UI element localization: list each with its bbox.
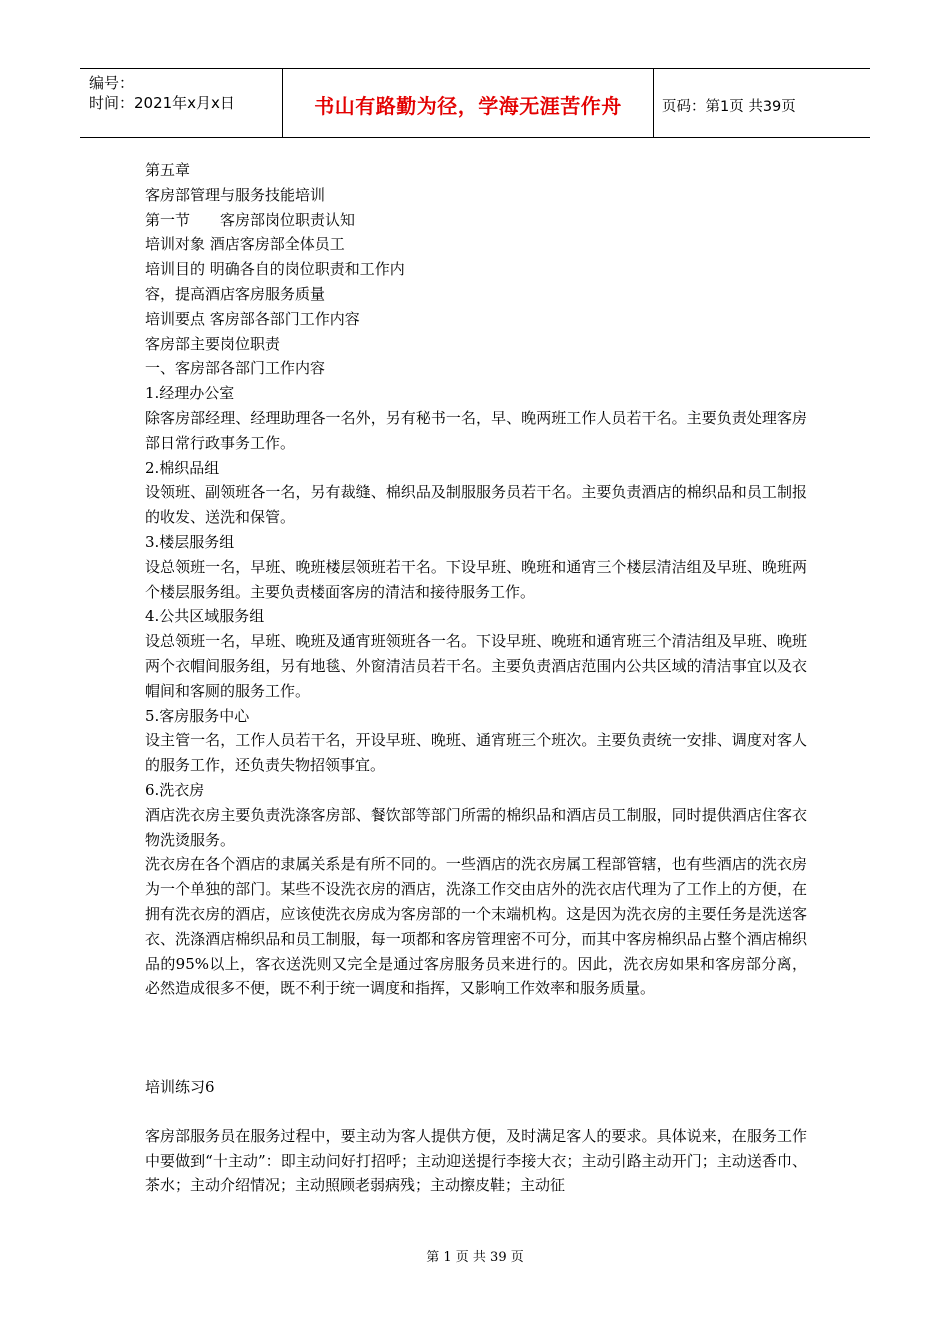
heading-department-work: 一、客房部各部门工作内容 [145,359,326,378]
paragraph-laundry-affiliation: 洗衣房在各个酒店的隶属关系是有所不同的。一些酒店的洗衣房属工程部管辖，也有些酒店的洗衣房为一个单独的部门。某些不设洗衣房的酒店，洗涤工作交由店外的洗衣店代理为了工作上的方便，在拥有洗衣房的酒店，应该使洗衣房成为客房部的一个末端机构。这是因为洗衣房的主要任务是洗送客衣、洗涤酒店棉织品和员工制服，每一项都和客房管理密不可分，而其中客房棉织品占整个酒店棉织品的95%以上，客衣送洗则又完全是通过客房服务员来进行的。因此，洗衣房如果和客房部分离，必然造成很多不便，既不利于统一调度和指挥，又影响工作效率和服务质量。 [145,855,807,998]
heading-floor-service: 3.楼层服务组 [145,532,235,551]
heading-public-area: 4.公共区域服务组 [145,607,265,626]
heading-service-center: 5.客房服务中心 [145,706,250,725]
training-purpose-continued: 容，提高酒店客房服务质量 [145,284,326,303]
header-page-info: 页码：第1页 共39页 [662,98,796,115]
header-motto: 书山有路勤为径，学海无涯苦作舟 [314,94,622,118]
training-purpose: 培训目的 明确各自的岗位职责和工作内 [145,260,405,279]
page-footer: 第 1 页 共 39 页 [426,1250,524,1265]
training-target: 培训对象 酒店客房部全体员工 [145,235,345,254]
heading-linen-group: 2.棉织品组 [145,458,220,477]
document-body [145,158,807,1198]
chapter-title: 第五章 [145,161,191,179]
paragraph-linen-group: 设领班、副领班各一名，另有裁缝、棉织品及制服服务员若干名。主要负责酒店的棉织品和员工制报的收发、送洗和保管。 [145,483,807,527]
spacer [145,1001,807,1075]
heading-laundry: 6.洗衣房 [145,780,205,799]
document-number-label: 编号： [89,74,135,92]
heading-main-duties: 客房部主要岗位职责 [145,334,281,353]
header-motto-cell [282,69,654,137]
paragraph-laundry: 酒店洗衣房主要负责洗涤客房部、餐饮部等部门所需的棉织品和酒店员工制服，同时提供酒店住客衣物洗烫服务。 [145,805,807,849]
document-date-label: 时间：2021年x月x日 [89,94,235,112]
section-title: 第一节 客房部岗位职责认知 [145,210,356,229]
paragraph-manager-office: 除客房部经理、经理助理各一名外，另有秘书一名，早、晚两班工作人员若干名。主要负责处理客房部日常行政事务工作。 [145,408,807,452]
chapter-subtitle: 客房部管理与服务技能培训 [145,185,326,204]
paragraph-service-center: 设主管一名，工作人员若干名，开设早班、晚班、通宵班三个班次。主要负责统一安排、调度对客人的服务工作，还负责失物招领事宜。 [145,731,807,775]
heading-manager-office: 1.经理办公室 [145,384,235,403]
training-key-points: 培训要点 客房部各部门工作内容 [145,309,360,328]
header-meta [80,69,282,137]
exercise-text: 客房部服务员在服务过程中，要主动为客人提供方便，及时满足客人的要求。具体说来，在服务工作中要做到“十主动”：即主动问好打招呼；主动迎送提行李接大衣；主动引路主动开门；主动送香巾、茶水；主动介绍情况；主动照顾老弱病残；主动擦皮鞋；主动征 [145,1126,807,1195]
paragraph-public-area: 设总领班一名，早班、晚班及通宵班领班各一名。下设早班、晚班和通宵班三个清洁组及早班、晚班两个衣帽间服务组，另有地毯、外窗清洁员若干名。主要负责酒店范围内公共区域的清洁事宜以及衣帽间和客厕的服务工作。 [145,632,807,700]
exercise-title: 培训练习6 [145,1078,215,1097]
paragraph-floor-service: 设总领班一名，早班、晚班楼层领班若干名。下设早班、晚班和通宵三个楼层清洁组及早班、晚班两个楼层服务组。主要负责楼面客房的清洁和接待服务工作。 [145,557,807,601]
document-header [80,68,870,138]
spacer [145,1100,807,1124]
